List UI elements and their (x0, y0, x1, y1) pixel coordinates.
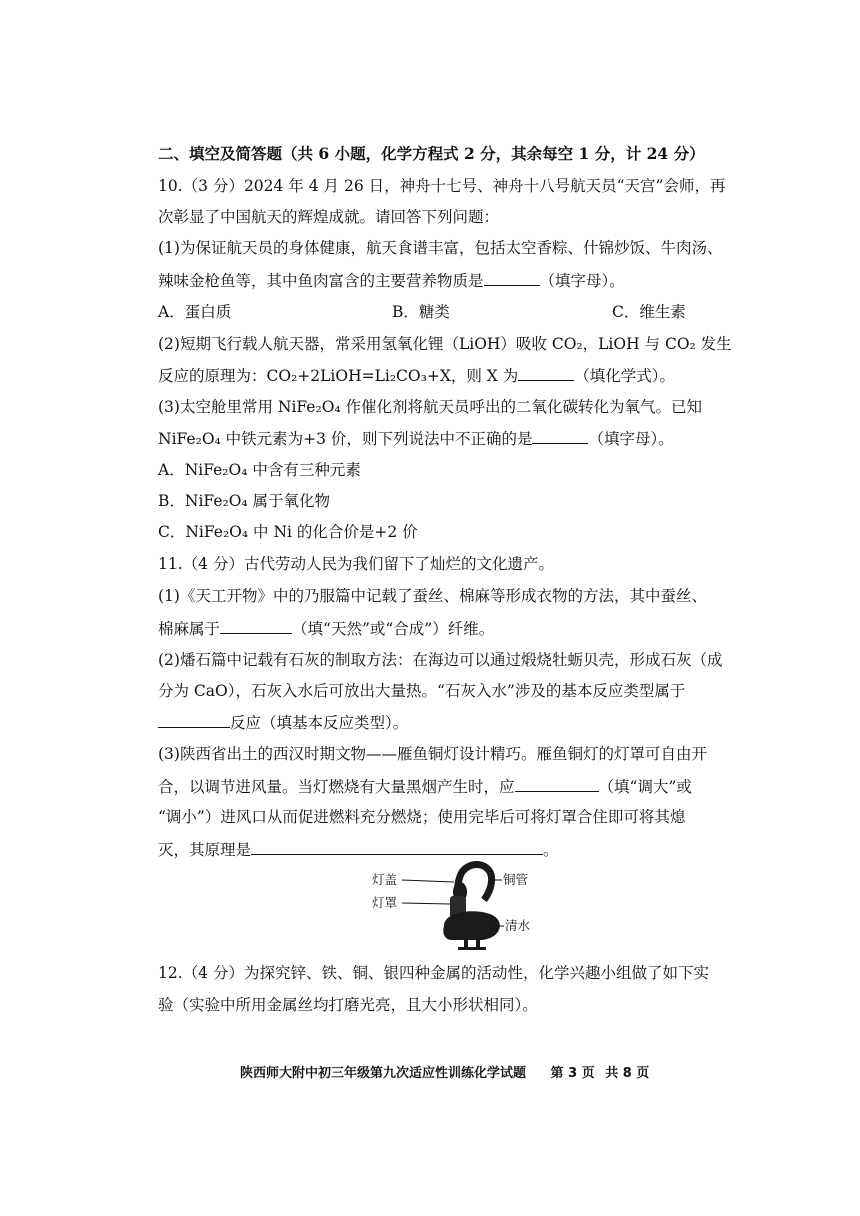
q11-part3-line2 (158, 775, 718, 798)
answer-blank[interactable] (251, 838, 543, 855)
q10-part3-option-c: C．NiFe₂O₄ 中 Ni 的化合价是+2 价 (158, 523, 418, 541)
lamp-pipe-label: 铜管 (503, 872, 529, 887)
page-footer (240, 1062, 655, 1081)
q11-part3-text4: 灭，其原理是 (158, 841, 252, 859)
q11-part2-line1: (2)燔石篇中记载有石灰的制取方法：在海边可以通过煅烧牡蛎贝壳，形成石灰（成 (158, 651, 723, 669)
lamp-shade-label: 灯罩 (372, 895, 398, 910)
footer-title: 陕西师大附中初三年级第九次适应性训练化学试题 (240, 1066, 527, 1081)
q10-option-b: B．糖类 (392, 303, 450, 321)
q11-part2-line2: 分为 CaO），石灰入水后可放出大量热。“石灰入水”涉及的基本反应类型属于 (158, 682, 686, 700)
q10-part3-line1: (3)太空舱里常用 NiFe₂O₄ 作催化剂将航天员呼出的二氧化碳转化为氧气。已知 (158, 398, 703, 416)
section-heading: 二、填空及简答题（共 6 小题，化学方程式 2 分，其余每空 1 分，计 24 分） (158, 144, 705, 163)
q10-option-a: A．蛋白质 (158, 303, 232, 321)
q10-part3-option-a: A．NiFe₂O₄ 中含有三种元素 (158, 461, 361, 479)
answer-blank[interactable] (515, 775, 599, 792)
answer-blank[interactable] (532, 427, 588, 444)
q12-line1: 12.（4 分）为探究锌、铁、铜、银四种金属的活动性，化学兴趣小组做了如下实 (158, 964, 709, 982)
q10-part1-line2 (158, 269, 718, 292)
q11-part1-suffix: （填“天然”或“合成”）纤维。 (292, 620, 495, 638)
lamp-lid-label: 灯盖 (372, 872, 398, 887)
q11-part3-line3: “调小”）进风口从而促进燃料充分燃烧；使用完毕后可将灯罩合住即可将其熄 (158, 808, 686, 826)
answer-blank[interactable] (518, 364, 574, 381)
answer-blank[interactable] (158, 711, 230, 728)
q10-part1-suffix: （填字母）。 (539, 272, 625, 290)
q11-part2-suffix: 反应（填基本反应类型）。 (230, 714, 409, 732)
footer-page-number: 第 3 页 (550, 1066, 595, 1081)
q10-part1-text: 辣味金枪鱼等，其中鱼肉富含的主要营养物质是 (158, 272, 484, 290)
footer-total-pages: 共 8 页 (605, 1066, 650, 1081)
q10-line2: 次彰显了中国航天的辉煌成就。请回答下列问题： (158, 208, 500, 226)
q11-part1-line2 (158, 617, 718, 640)
q10-part1-line1: (1)为保证航天员的身体健康，航天食谱丰富，包括太空香粽、什锦炒饭、牛肉汤、 (158, 239, 723, 257)
q11-part3-suffix: （填“调大”或 (598, 778, 692, 796)
q11-part2-line3 (158, 711, 718, 734)
lamp-water-label: 清水 (505, 918, 531, 933)
q10-part3-option-b: B．NiFe₂O₄ 属于氧化物 (158, 492, 331, 510)
q10-part3-text: NiFe₂O₄ 中铁元素为+3 价，则下列说法中不正确的是 (158, 430, 533, 448)
q10-part3-line2 (158, 427, 718, 450)
q11-part3-line4 (158, 838, 718, 861)
q10-line1: 10.（3 分）2024 年 4 月 26 日，神舟十七号、神舟十八号航天员“天宫”会师，再 (158, 177, 726, 195)
q11-part3-text: 合，以调节进风量。当灯燃烧有大量黑烟产生时，应 (158, 778, 515, 796)
q11-part3-line1: (3)陕西省出土的西汉时期文物——雁鱼铜灯设计精巧。雁鱼铜灯的灯罩可自由开 (158, 745, 707, 763)
q11-part1-line1: (1)《天工开物》中的乃服篇中记载了蚕丝、棉麻等形成衣物的方法，其中蚕丝、 (158, 587, 707, 605)
answer-blank[interactable] (220, 617, 292, 634)
q11-line1: 11.（4 分）古代劳动人民为我们留下了灿烂的文化遗产。 (158, 555, 554, 573)
q10-part2-suffix: （填化学式）。 (574, 367, 676, 385)
q10-part2-line2 (158, 364, 718, 387)
q10-part3-suffix: （填字母）。 (588, 430, 674, 448)
answer-blank[interactable] (484, 269, 540, 286)
q11-part1-text: 棉麻属于 (158, 620, 221, 638)
q11-part3-suffix4: 。 (543, 841, 559, 859)
q10-option-c: C．维生素 (612, 303, 686, 321)
q10-part2-text: 反应的原理为：CO₂+2LiOH=Li₂CO₃+X，则 X 为 (158, 367, 519, 385)
q10-part2-line1: (2)短期飞行载人航天器，常采用氢氧化锂（LiOH）吸收 CO₂，LiOH 与 CO₂ 发生 (158, 335, 732, 353)
lamp-figure (372, 860, 542, 952)
q12-line2: 验（实验中所用金属丝均打磨光亮，且大小形状相同）。 (158, 996, 538, 1014)
